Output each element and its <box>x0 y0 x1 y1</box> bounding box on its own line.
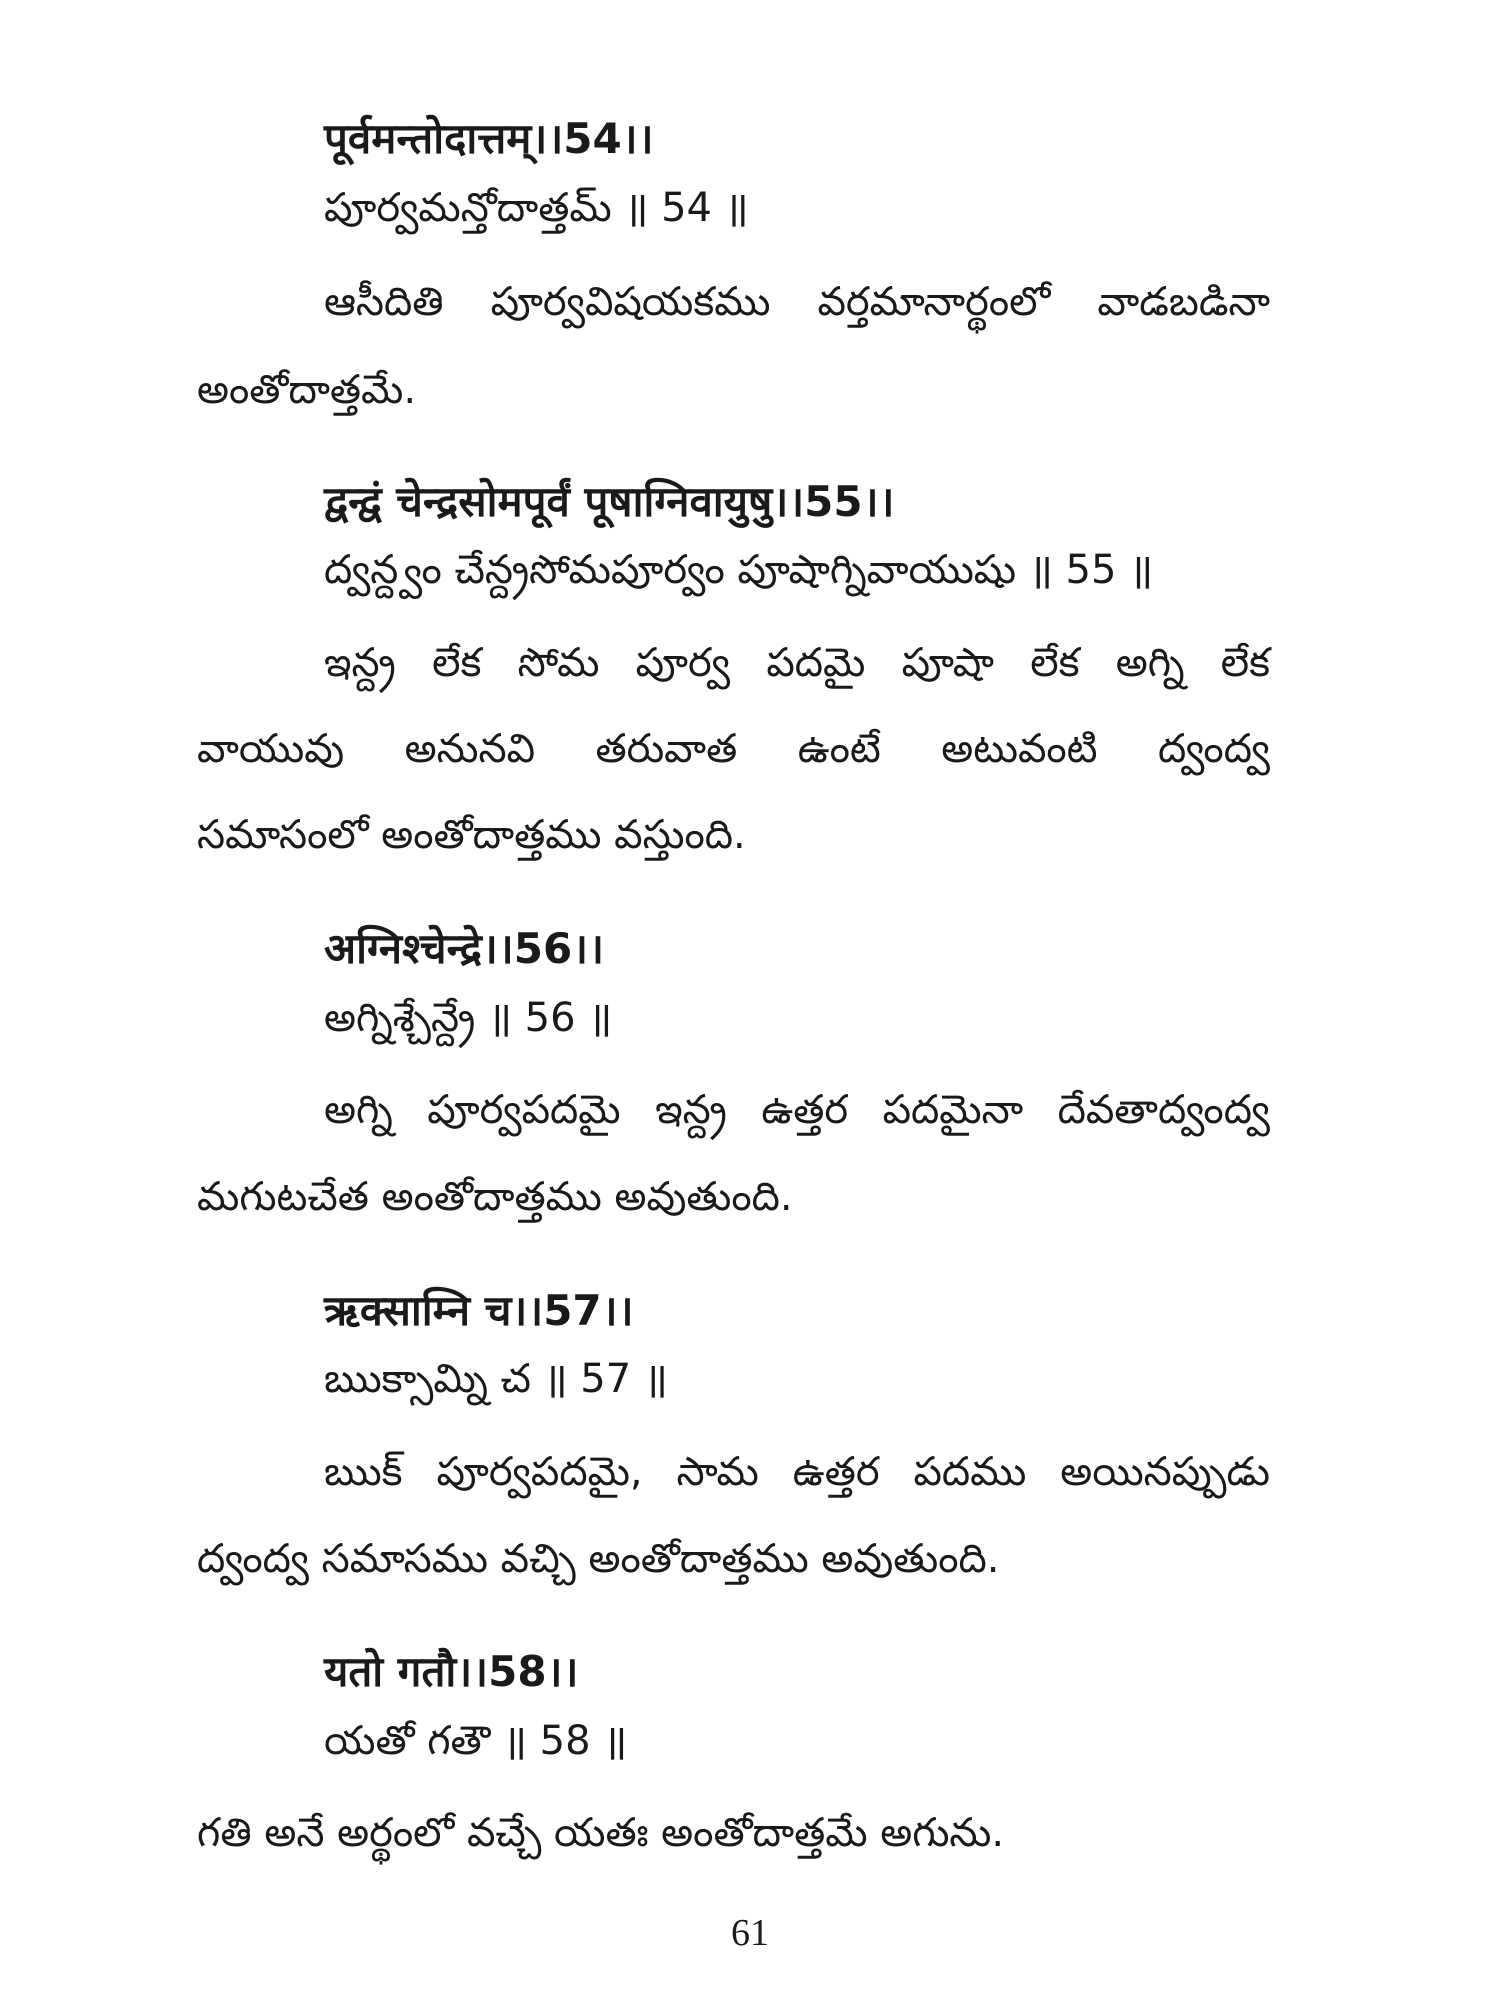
page-number: 61 <box>731 1912 769 1954</box>
sutra-55-telugu: ద్వన్ద్వం చేన్ద్రసోమపూర్వం పూషాగ్నివాయుషు ॥ 55 ॥ <box>324 547 1154 593</box>
sutra-55-sanskrit: द्वन्द्वं चेन्द्रसोमपूर्वं पूषाग्निवायुषु।।55।। <box>324 477 895 526</box>
sutra-57-sanskrit: ऋक्साम्नि च।।57।। <box>324 1286 634 1335</box>
sutra-54-explanation-line-1: ఆసీదితి పూర్వవిషయకము వర్తమానార్థంలో వాడబడినా <box>324 279 1270 325</box>
sutra-57-explanation-line-1: ఋక్ పూర్వపదమై, సామ ఉత్తర పదము అయినప్పుడు <box>324 1449 1270 1495</box>
sutra-56-sanskrit: अग्निश्चेन्द्रे।।56।। <box>324 924 604 973</box>
sutra-54-sanskrit: पूर्वमन्तोदात्तम्।।54।। <box>324 114 654 163</box>
sutra-56-explanation-line-1: అగ్ని పూర్వపదమై ఇన్ద్ర ఉత్తర పదమైనా దేవతాద్వంద్వ <box>324 1087 1270 1133</box>
sutra-58-explanation-line-1: గతి అనే అర్థంలో వచ్చే యతః అంతోదాత్తమే అగును. <box>197 1810 1005 1856</box>
sutra-56-telugu: అగ్నిశ్చేన్ద్రే ॥ 56 ॥ <box>324 995 613 1041</box>
sutra-58-sanskrit: यतो गतौ।।58।। <box>324 1647 579 1696</box>
sutra-55-explanation-line-3: సమాసంలో అంతోదాత్తము వస్తుంది. <box>197 812 746 858</box>
sutra-57-telugu: ఋక్సామ్ని చ ॥ 57 ॥ <box>324 1356 668 1402</box>
sutra-56-explanation-line-2: మగుటచేత అంతోదాత్తము అవుతుంది. <box>197 1174 793 1220</box>
sutra-57-explanation-line-2: ద్వంద్వ సమాసము వచ్చి అంతోదాత్తము అవుతుంది. <box>197 1536 1000 1582</box>
sutra-55-explanation-line-2: వాయువు అనునవి తరువాత ఉంటే అటువంటి ద్వంద్వ <box>197 726 1270 772</box>
sutra-54-telugu: పూర్వమన్తోదాత్తమ్ ॥ 54 ॥ <box>324 185 749 231</box>
sutra-58-telugu: యతో గతౌ ॥ 58 ॥ <box>324 1718 628 1764</box>
sutra-54-explanation-line-2: అంతోదాత్తమే. <box>197 367 417 413</box>
sutra-55-explanation-line-1: ఇన్ద్ర లేక సోమ పూర్వ పదమై పూషా లేక అగ్ని లేక <box>324 640 1270 686</box>
